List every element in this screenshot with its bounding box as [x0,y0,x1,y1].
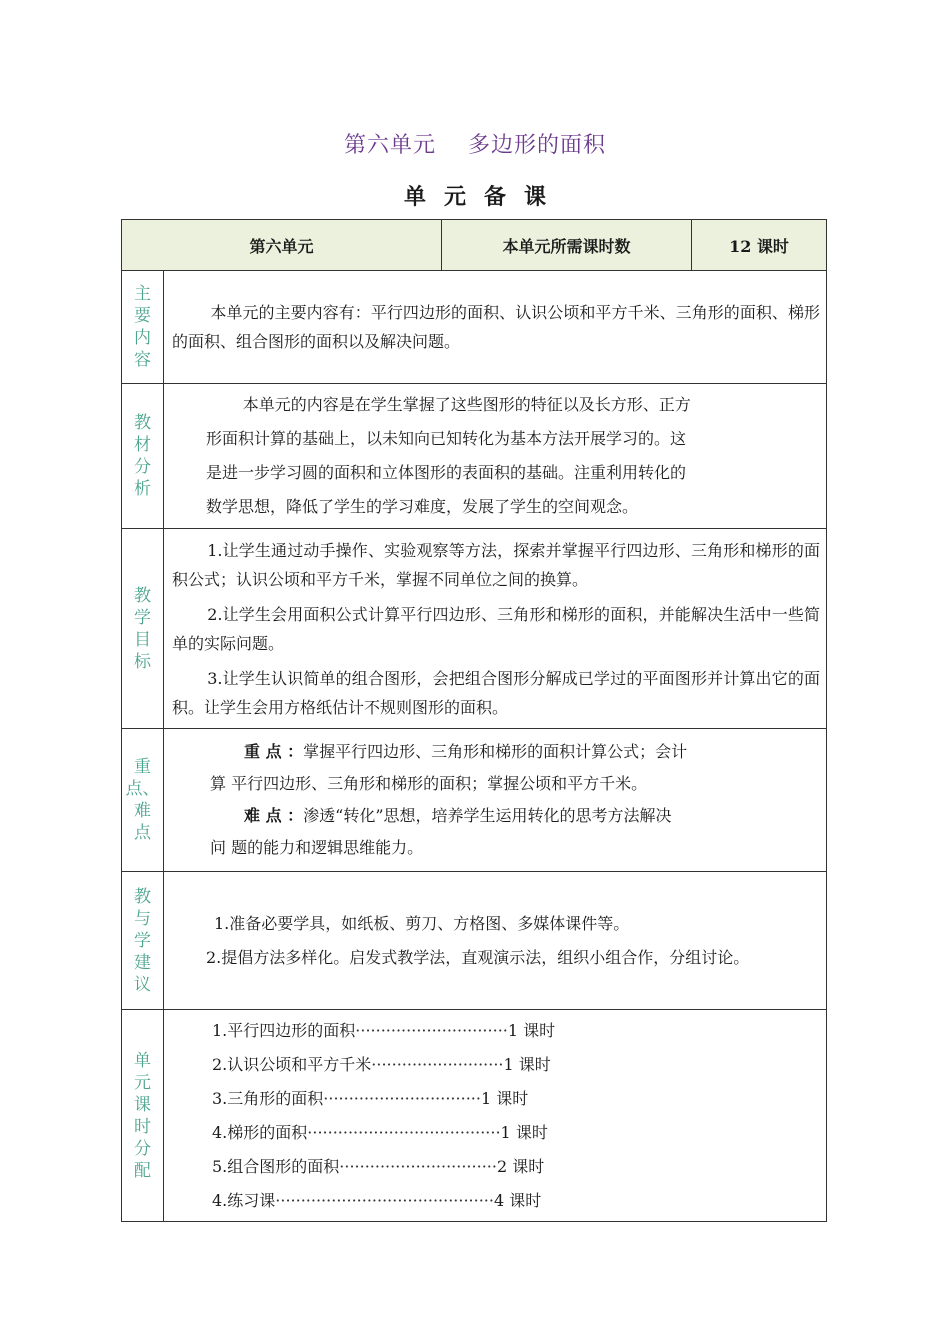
row-key-points [122,729,827,872]
label-goals: 教 学 目 标 [122,529,164,729]
header-unit: 第六单元 [122,220,442,271]
analysis-text: 本单元的内容是在学生掌握了这些图形的特征以及长方形、正方 形面积计算的基础上，以未知向已知转化为基本方法开展学习的。这 是进一步学习圆的面积和立体图形的表面积的基础。注重利用转化的 数学思想，降低了学生的学习难度，发展了学生的空间观念。 [164,384,827,529]
label-key-points: 重 点、 难 点 [122,729,164,872]
goal-item: 3.让学生认识简单的组合图形，会把组合图形分解成已学过的平面图形并计算出它的面积。让学生会用方格纸估计不规则图形的面积。 [172,668,821,717]
goals-text [164,529,827,729]
key-point-label: 重 点 ： [244,742,304,761]
label-suggestions: 教 与 学 建 议 [122,872,164,1010]
difficulty-label: 难 点 ： [244,806,304,825]
schedule-item: 4.梯形的面积 ······································ 1 课时 [212,1122,548,1142]
key-points-text: 重 点 ：掌握平行四边形、三角形和梯形的面积计算公式；会计 算 平行四边形、三角形和梯形的面积；掌握公顷和平方千米。 难 点 ：渗透“转化”思想，培养学生运用转化的思考方法解决 问 题的能力和逻辑思维能力。 [164,729,827,872]
row-analysis [122,384,827,529]
page-subtitle: 单元备课 [403,184,564,210]
suggestion-item: 2.提倡方法多样化。启发式教学法，直观演示法，组织小组合作，分组讨论。 [206,947,750,967]
main-content-text: 本单元的主要内容有：平行四边形的面积、认识公顷和平方千米、三角形的面积、梯形的面积、组合图形的面积以及解决问题。 [164,271,827,384]
label-analysis: 教 材 分 析 [122,384,164,529]
header-hours-label: 本单元所需课时数 [442,220,692,271]
unit-plan-table [121,219,827,1222]
schedule-item: 1.平行四边形的面积 ······························ 1 课时 [212,1020,556,1040]
schedule-item: 5.组合图形的面积 ······························· 2 课时 [212,1156,545,1176]
header-hours-value: 12 课时 [692,220,827,271]
header-row [122,220,827,271]
row-schedule [122,1010,827,1222]
suggestions-text [164,872,827,1010]
schedule-list [164,1010,827,1222]
label-main-content: 主 要 内 容 [122,271,164,384]
page-title: 第六单元 多边形的面积 [344,133,606,158]
schedule-item: 2.认识公顷和平方千米 ·························· 1 课时 [212,1054,551,1074]
schedule-item: 4.练习课 ··········································· 4 课时 [212,1190,542,1210]
row-suggestions [122,872,827,1010]
goal-item: 1.让学生通过动手操作、实验观察等方法，探索并掌握平行四边形、三角形和梯形的面积公式；认识公顷和平方千米，掌握不同单位之间的换算。 [172,540,821,589]
goal-item: 2.让学生会用面积公式计算平行四边形、三角形和梯形的面积，并能解决生活中一些简单的实际问题。 [172,604,821,653]
row-main-content [122,271,827,384]
label-schedule: 单 元 课 时 分 配 [122,1010,164,1222]
schedule-item: 3.三角形的面积 ······························· 1 课时 [212,1088,529,1108]
suggestion-item: 1.准备必要学具，如纸板、剪刀、方格图、多媒体课件等。 [214,913,630,933]
row-goals [122,529,827,729]
